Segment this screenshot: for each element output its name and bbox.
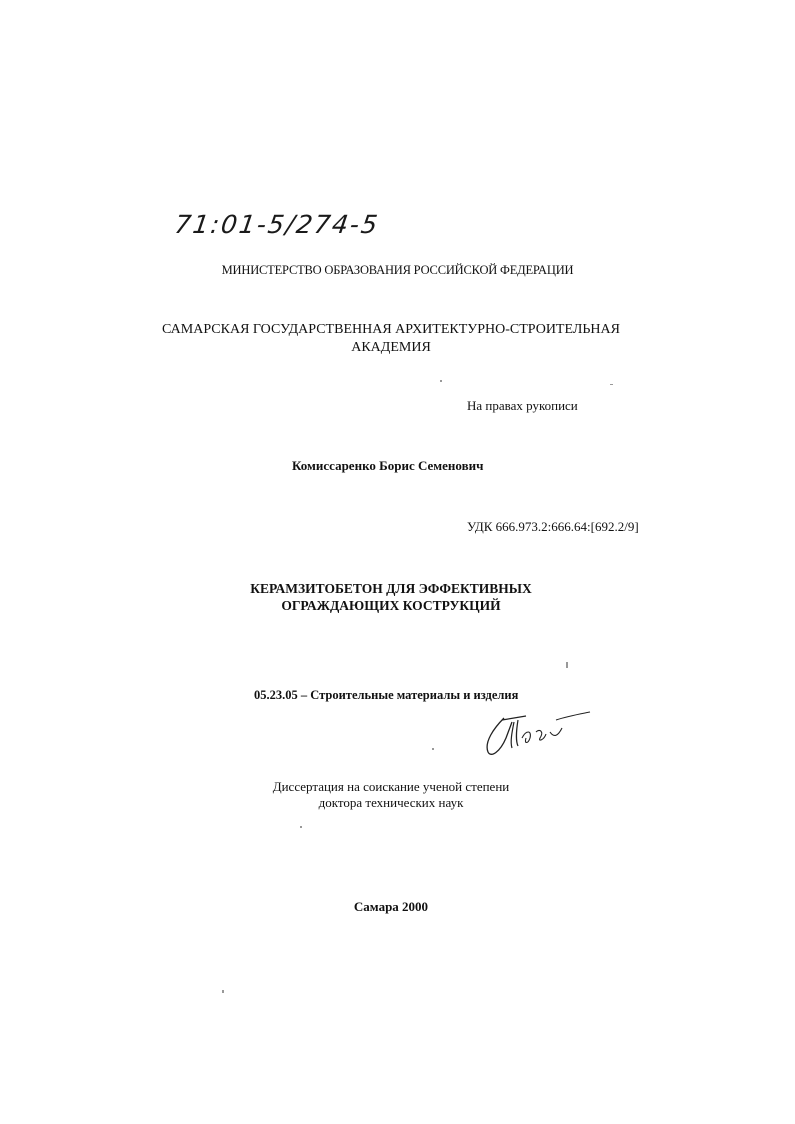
title-line-2: ОГРАЖДАЮЩИХ КОСТРУКЦИЙ <box>281 598 501 613</box>
handwritten-registration-code: 71:01-5/274-5 <box>172 210 382 239</box>
author-name: Комиссаренко Борис Семенович <box>292 458 484 473</box>
manuscript-rights-note: На правах рукописи <box>467 398 578 413</box>
academy-line-1: САМАРСКАЯ ГОСУДАРСТВЕННАЯ АРХИТЕКТУРНО-СТРОИТЕЛЬНАЯ <box>162 322 620 337</box>
scan-speck <box>300 826 302 828</box>
scan-speck <box>440 380 442 382</box>
academy-line-2: АКАДЕМИЯ <box>351 340 431 355</box>
scan-speck <box>610 384 613 385</box>
ministry-heading: МИНИСТЕРСТВО ОБРАЗОВАНИЯ РОССИЙСКОЙ ФЕДЕРАЦИИ <box>221 263 574 277</box>
title-line-1: КЕРАМЗИТОБЕТОН ДЛЯ ЭФФЕКТИВНЫХ <box>250 581 532 596</box>
dissertation-title <box>0 580 782 614</box>
udk-code: УДК 666.973.2:666.64:[692.2/9] <box>467 519 639 534</box>
scan-speck <box>432 748 434 750</box>
degree-statement <box>0 779 782 811</box>
degree-line-2: доктора технических наук <box>318 795 464 810</box>
degree-line-1: Диссертация на соискание ученой степени <box>272 779 510 794</box>
scan-speck <box>566 662 568 668</box>
city-and-year: Самара 2000 <box>353 899 429 914</box>
handwritten-signature <box>482 708 592 760</box>
scan-speck <box>222 990 224 993</box>
academy-heading <box>0 321 782 357</box>
specialty-code: 05.23.05 – Строительные материалы и изделия <box>254 688 519 702</box>
